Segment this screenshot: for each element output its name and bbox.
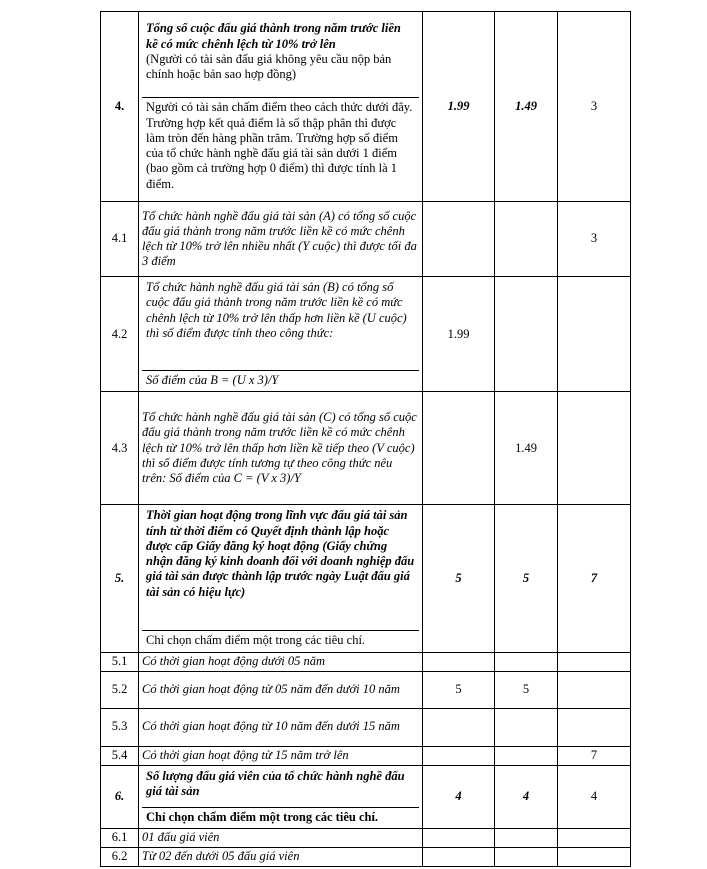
row-number: 4.3 <box>101 392 139 505</box>
criterion-cell <box>139 765 423 828</box>
scoring-table <box>100 11 631 867</box>
score-3: 3 <box>558 12 631 202</box>
criterion-cell <box>139 277 423 392</box>
criterion-note: Chỉ chọn chấm điểm một trong các tiêu chí. <box>142 630 419 650</box>
score-3 <box>558 828 631 847</box>
table-row-6-2 <box>101 847 631 866</box>
table-row-4 <box>101 12 631 202</box>
table-row-5-2 <box>101 671 631 708</box>
criterion-text: Tổ chức hành nghề đấu giá tài sản (A) có tổng số cuộc đấu giá thành trong năm trước liền kề có mức chênh lệch từ 10% trở lên nhiều nhất (Y cuộc) thì được tối đa 3 điểm <box>139 202 423 277</box>
row-number: 5.3 <box>101 708 139 746</box>
row-number: 5.2 <box>101 671 139 708</box>
row-number: 4.1 <box>101 202 139 277</box>
score-2 <box>495 202 558 277</box>
score-3: 3 <box>558 202 631 277</box>
score-3 <box>558 277 631 392</box>
row-number: 4. <box>101 12 139 202</box>
score-1 <box>423 847 495 866</box>
table-row-6-1 <box>101 828 631 847</box>
score-2 <box>495 847 558 866</box>
score-3 <box>558 847 631 866</box>
score-1 <box>423 708 495 746</box>
criterion-method: Người có tài sản chấm điểm theo cách thức dưới đây. Trường hợp kết quả điểm là số thập phân thì được làm tròn đến hàng phần trăm. Trường hợp số điểm của tổ chức hành nghề đấu giá tài sản dưới 1 điểm (bao gồm cả trường hợp 0 điểm) thì được tính là 1 điểm. <box>142 97 419 194</box>
score-1: 1.99 <box>423 12 495 202</box>
criterion-text: 01 đấu giá viên <box>139 828 423 847</box>
criterion-text: Có thời gian hoạt động từ 10 năm đến dưới 15 năm <box>139 708 423 746</box>
criterion-text: Tổ chức hành nghề đấu giá tài sản (C) có tổng số cuộc đấu giá thành trong năm trước liền kề có mức chênh lệch từ 10% trở lên thấp hơn liền kề tiếp theo (V cuộc) thì số điểm được tính tương tự theo công thức nêu trên: Số điểm của C = (V x 3)/Y <box>139 392 423 505</box>
score-2 <box>495 652 558 671</box>
score-2: 1.49 <box>495 392 558 505</box>
criterion-cell <box>139 505 423 652</box>
criterion-text: Có thời gian hoạt động từ 15 năm trở lên <box>139 746 423 765</box>
row-number: 6.2 <box>101 847 139 866</box>
score-1: 4 <box>423 765 495 828</box>
score-2 <box>495 828 558 847</box>
score-1 <box>423 202 495 277</box>
row-number: 6. <box>101 765 139 828</box>
table-row-4-3 <box>101 392 631 505</box>
score-2: 4 <box>495 765 558 828</box>
row-number: 6.1 <box>101 828 139 847</box>
criterion-text: Tổ chức hành nghề đấu giá tài sản (B) có tổng số cuộc đấu giá thành trong năm trước liền kề có mức chênh lệch từ 10% trở lên thấp hơn liền kề (U cuộc) thì số điểm được tính theo công thức: <box>146 280 407 340</box>
score-2 <box>495 708 558 746</box>
criterion-note: (Người có tài sản đấu giá không yêu cầu nộp bản chính hoặc bản sao hợp đồng) <box>146 51 392 81</box>
table-row-5-1 <box>101 652 631 671</box>
criterion-text: Từ 02 đến dưới 05 đấu giá viên <box>139 847 423 866</box>
table-row-6 <box>101 765 631 828</box>
criterion-cell <box>139 12 423 202</box>
score-1: 5 <box>423 505 495 652</box>
score-1 <box>423 746 495 765</box>
score-1: 1.99 <box>423 277 495 392</box>
table-row-4-1 <box>101 202 631 277</box>
score-2 <box>495 746 558 765</box>
criterion-title: Tổng số cuộc đấu giá thành trong năm trước liền kề có mức chênh lệch từ 10% trở lên <box>146 21 401 51</box>
score-1 <box>423 652 495 671</box>
row-number: 4.2 <box>101 277 139 392</box>
score-2: 1.49 <box>495 12 558 202</box>
score-1: 5 <box>423 671 495 708</box>
score-3: 4 <box>558 765 631 828</box>
table-row-5 <box>101 505 631 652</box>
criterion-text: Có thời gian hoạt động dưới 05 năm <box>139 652 423 671</box>
row-number: 5. <box>101 505 139 652</box>
score-3: 7 <box>558 505 631 652</box>
score-1 <box>423 828 495 847</box>
row-number: 5.1 <box>101 652 139 671</box>
table-row-4-2 <box>101 277 631 392</box>
table-row-5-3 <box>101 708 631 746</box>
score-3 <box>558 671 631 708</box>
score-3 <box>558 392 631 505</box>
score-2 <box>495 277 558 392</box>
criterion-text: Có thời gian hoạt động từ 05 năm đến dưới 10 năm <box>139 671 423 708</box>
criterion-title: Số lượng đấu giá viên của tổ chức hành nghề đấu giá tài sản <box>146 768 405 798</box>
score-3 <box>558 652 631 671</box>
criterion-note: Chỉ chọn chấm điểm một trong các tiêu chí. <box>142 807 419 827</box>
criterion-formula: Số điểm của B = (U x 3)/Y <box>142 370 419 390</box>
criterion-title: Thời gian hoạt động trong lĩnh vực đấu giá tài sản tính từ thời điểm có Quyết định thành lập hoặc được cấp Giấy đăng ký hoạt động (Giấy chứng nhận đăng ký kinh doanh đối với doanh nghiệp đấu giá tài sản được thành lập trước ngày Luật đấu giá tài sản có hiệu lực) <box>146 508 415 599</box>
score-1 <box>423 392 495 505</box>
score-2: 5 <box>495 671 558 708</box>
table-row-5-4 <box>101 746 631 765</box>
score-2: 5 <box>495 505 558 652</box>
row-number: 5.4 <box>101 746 139 765</box>
score-3: 7 <box>558 746 631 765</box>
score-3 <box>558 708 631 746</box>
